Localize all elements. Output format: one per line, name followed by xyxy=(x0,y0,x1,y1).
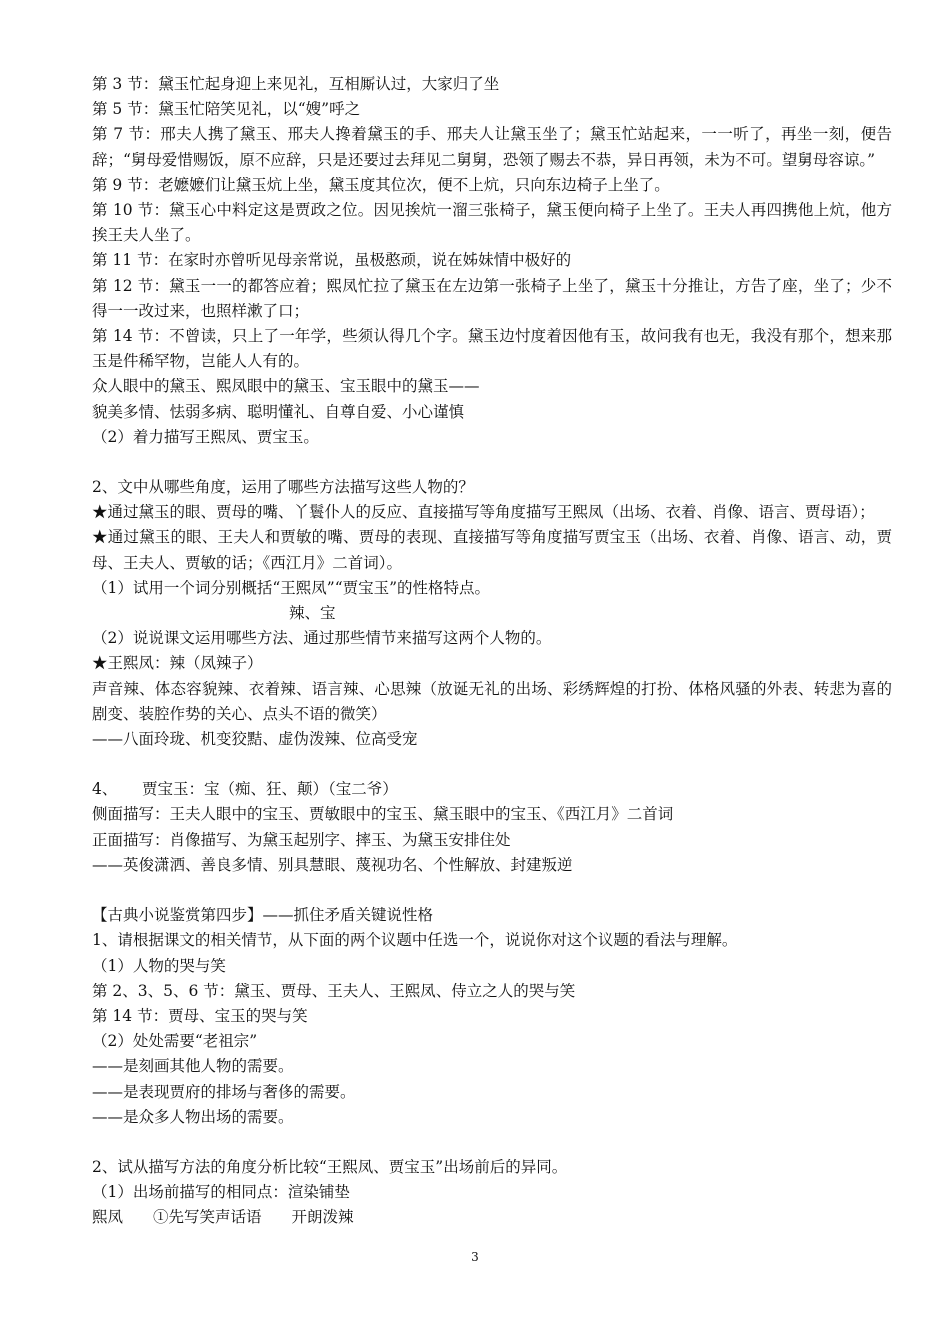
text-line: ——是刻画其他人物的需要。 xyxy=(92,1057,294,1076)
text-line: 第 5 节：黛玉忙陪笑见礼，以“嫂”呼之 xyxy=(92,100,361,119)
text-paragraph: 第 10 节：黛玉心中料定这是贾政之位。因见挨炕一溜三张椅子，黛玉便向椅子上坐了。王夫人再四携他上炕，他方挨王夫人坐了。 xyxy=(92,201,892,245)
text-paragraph: 第 12 节：黛玉一一的都答应着；熙凤忙拉了黛玉在左边第一张椅子上坐了，黛玉十分推让，方告了座，坐了；少不得一一改过来，也照样漱了口； xyxy=(92,276,892,320)
text-line: （1）出场前描写的相同点：渲染铺垫 xyxy=(92,1183,350,1202)
cell-method: ①先写笑声话语 xyxy=(153,1208,262,1227)
section-question: 2、试从描写方法的角度分析比较“王熙凤、贾宝玉”出场前后的异同。 xyxy=(92,1157,568,1176)
text-line: （1）人物的哭与笑 xyxy=(92,956,226,975)
section-heading: 【古典小说鉴赏第四步】——抓住矛盾关键说性格 xyxy=(92,906,434,925)
text-line: 1、请根据课文的相关情节，从下面的两个议题中任选一个，说说你对这个议题的看法与理解。 xyxy=(92,931,738,950)
text-line: 众人眼中的黛玉、熙凤眼中的黛玉、宝玉眼中的黛玉—— xyxy=(92,377,480,396)
text-paragraph: ★通过黛玉的眼、王夫人和贾敏的嘴、贾母的表现、直接描写等角度描写贾宝玉（出场、衣着、肖像、语言、动，贾母、王夫人、贾敏的话；《西江月》二首词）。 xyxy=(92,528,892,572)
text-line: 正面描写：肖像描写、为黛玉起别字、摔玉、为黛玉安排住处 xyxy=(92,830,511,849)
text-line: 第 14 节：贾母、宝玉的哭与笑 xyxy=(92,1006,308,1025)
item-text: 贾宝玉：宝（痴、狂、颠）（宝二爷） xyxy=(142,780,398,799)
page-number: 3 xyxy=(471,1250,479,1264)
text-paragraph: 第 7 节：邢夫人携了黛玉、邢夫人搀着黛玉的手、邢夫人让黛玉坐了；黛玉忙站起来，一一听了，再坐一刻，便告辞；“舅母爱惜赐饭，原不应辞，只是还要过去拜见二舅舅，恐领了赐去不恭，异日再领，未为不可。望舅母容谅。” xyxy=(92,125,892,169)
text-line: 第 3 节：黛玉忙起身迎上来见礼，互相厮认过，大家归了坐 xyxy=(92,75,500,93)
text-line: ——英俊潇洒、善良多情、别具慧眼、蔑视功名、个性解放、封建叛逆 xyxy=(92,855,573,874)
blank-line xyxy=(92,1130,892,1155)
blank-line xyxy=(92,450,892,475)
blank-line xyxy=(92,878,892,903)
cell-trait: 开朗泼辣 xyxy=(291,1208,354,1227)
text-line: 第 9 节：老嬷嬷们让黛玉炕上坐，黛玉度其位次，便不上炕，只向东边椅子上坐了。 xyxy=(92,175,670,194)
text-line: （2）处处需要“老祖宗” xyxy=(92,1032,258,1051)
text-line: 第 11 节：在家时亦曾听见母亲常说，虽极憨顽，说在姊妹情中极好的 xyxy=(92,251,572,270)
table-like-line xyxy=(92,1205,892,1230)
text-line: ★王熙凤：辣（凤辣子） xyxy=(92,654,263,673)
text-paragraph: 第 14 节：不曾读，只上了一年学，些须认得几个字。黛玉边忖度着因他有玉，故问我有也无，我没有那个，想来那玉是件稀罕物，岂能人人有的。 xyxy=(92,327,892,371)
centered-answer: 辣、宝 xyxy=(289,604,336,623)
text-line: （1）试用一个词分别概括“王熙凤”“贾宝玉”的性格特点。 xyxy=(92,578,491,597)
section-question: 2、文中从哪些角度，运用了哪些方法描写这些人物的？ xyxy=(92,478,474,497)
blank-line xyxy=(92,752,892,777)
cell-name: 熙凤 xyxy=(92,1208,124,1227)
text-line: 第 2、3、5、6 节：黛玉、贾母、王夫人、王熙凤、侍立之人的哭与笑 xyxy=(92,981,576,1000)
item-number: 4、 xyxy=(92,780,118,799)
document-body xyxy=(92,72,892,1231)
text-line: （2）说说课文运用哪些方法、通过那些情节来描写这两个人物的。 xyxy=(92,629,552,648)
text-line: 貌美多情、怯弱多病、聪明懂礼、自尊自爱、小心谨慎 xyxy=(92,402,465,421)
text-line: 侧面描写：王夫人眼中的宝玉、贾敏眼中的宝玉、黛玉眼中的宝玉、《西江月》二首词 xyxy=(92,805,674,824)
text-line: ——八面玲珑、机变狡黠、虚伪泼辣、位高受宠 xyxy=(92,730,418,749)
text-paragraph: 声音辣、体态容貌辣、衣着辣、语言辣、心思辣（放诞无礼的出场、彩绣辉煌的打扮、体格风骚的外表、转悲为喜的剧变、装腔作势的关心、点头不语的微笑） xyxy=(92,679,892,723)
text-line: （2）着力描写王熙凤、贾宝玉。 xyxy=(92,427,319,446)
section-item xyxy=(92,777,892,802)
text-line: ——是表现贾府的排场与奢侈的需要。 xyxy=(92,1082,356,1101)
text-line: ——是众多人物出场的需要。 xyxy=(92,1107,294,1126)
text-line: ★通过黛玉的眼、贾母的嘴、丫鬟仆人的反应、直接描写等角度描写王熙凤（出场、衣着、肖像、语言、贾母语）； xyxy=(92,503,875,522)
